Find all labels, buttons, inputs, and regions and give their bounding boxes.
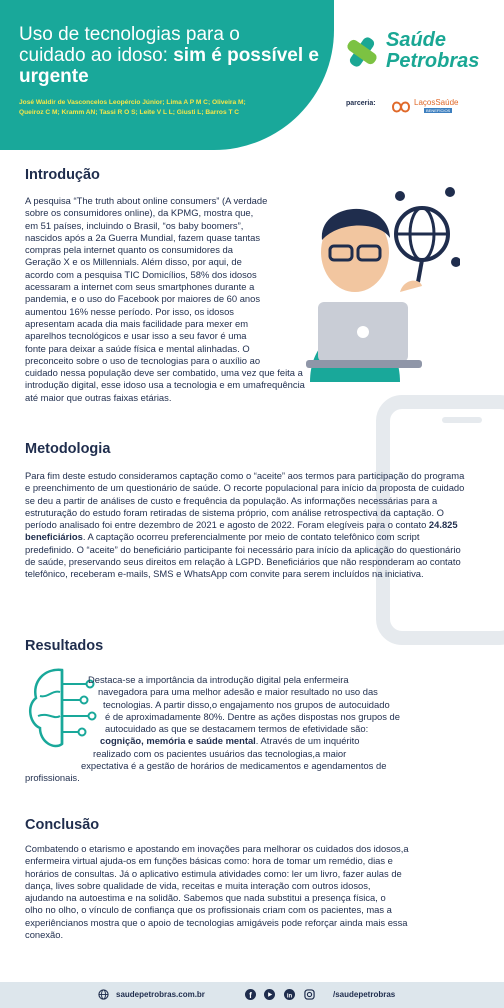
conclusao-line: Combatendo o etarismo e apostando em inovações para melhorar os cuidados dos idosos,a — [25, 843, 409, 854]
intro-line: sobre os consumidores online), da KPMG, mostra que, — [25, 207, 254, 219]
conclusao-line: enfermeira virtual ajuda-os em funções básicas como: hora de tomar um remédio, dias e — [25, 855, 393, 867]
conclusao-line: dança, lives sobre qualidade de vida, receitas e muita interação com outros idosos, — [25, 879, 371, 891]
intro-line: fonte para deixar a saúde física e mental alinhadas. O — [25, 342, 250, 354]
resultados-line: tecnologias. A partir disso,o engajamento nos grupos de autocuidado — [103, 698, 390, 710]
person-laptop-illustration — [300, 182, 460, 382]
conclusao-line: olho no olho, o vínculo de confiança que os profissionais criam com os pacientes, mas a — [25, 904, 392, 916]
svg-text:f: f — [249, 991, 252, 1000]
intro-line: Geração X e os Millennials. Além disso, por aqui, de — [25, 256, 242, 268]
resultados-line: é de aproximadamente 80%. Dentre as ações dispostas nos grupos de — [105, 710, 400, 722]
metodologia-paragraph — [25, 470, 471, 581]
intro-line: introdução digital, esse idoso usa a tecnologia e em umafrequência — [25, 379, 305, 391]
intro-line: apresentam acada dia mais facilidade para mexer em — [25, 317, 249, 329]
conclusao-heading: Conclusão — [25, 817, 100, 833]
resultados-line: Destaca-se a importância da introdução digital pela enfermeira — [88, 674, 349, 685]
conclusao-line: ajudando na autoestima e na solidão. Sabemos que nada substitui a presença física, o — [25, 892, 386, 904]
intro-line: acordo com a pesquisa TIC Domicílios, 58% dos idosos — [25, 268, 257, 280]
conclusao-paragraph — [25, 843, 485, 941]
conclusao-line: horários de consultas. Já o aplicativo estimula atividades como: ler um livro, fazer aulas de — [25, 867, 402, 879]
poster-header — [0, 0, 504, 150]
resultados-line: expectativa é a gestão de horários de medicamentos e agendamentos de — [81, 760, 387, 772]
intro-line: pandemia, e o uso do Facebook por maiores de 60 anos — [25, 293, 261, 305]
poster-title — [19, 24, 319, 87]
resultados-line: autocuidado as que se destacamem termos de efetividade são: — [105, 723, 369, 735]
intro-line: aumentou 16% nesse período. Por isso, os idosos — [25, 305, 234, 317]
intro-line: nascidos após a 2a Guerra Mundial, fazem quase tantas — [25, 231, 261, 243]
linkedin-icon[interactable] — [284, 989, 295, 1000]
resultados-heading: Resultados — [25, 638, 104, 654]
conclusao-line: conexão. — [25, 929, 64, 941]
authors: José Waldir de Vasconcelos Leopércio Júnior; Lima A P M C; Oliveira M; Queiroz C M; Kramm AN; Tassi R O S; Leite V L L; Giusti L; Barros T C — [19, 99, 246, 116]
lacos-knot-icon — [390, 99, 412, 115]
intro-line: compras pela internet quanto os consumidores da — [25, 244, 233, 256]
lacos-saude-logo — [390, 97, 466, 119]
resultados-line — [25, 735, 485, 747]
intro-line: A pesquisa “The truth about online consumers” (A verdade — [25, 195, 268, 206]
social-handle-link[interactable]: /saudepetrobras — [333, 990, 396, 999]
metodologia-heading: Metodologia — [25, 441, 111, 457]
facebook-icon[interactable] — [245, 989, 256, 1000]
brand-line-1: Saúde — [386, 29, 447, 51]
resultados-line: realizado com os pacientes usuários das tecnologias,a maior — [93, 747, 347, 759]
globe-icon — [98, 989, 109, 1000]
phone-speaker — [442, 417, 482, 423]
intro-line: aparelhos tecnológicos e usar isso a seu favor é uma — [25, 330, 247, 342]
intro-line: cuidado nessa população deve ser combatido, uma vez que feita a — [25, 367, 303, 379]
metodologia-text-1: Para fim deste estudo consideramos captação como o “aceite” aos termos para participação do programa e preenchimento de um questionário de saúde. O recorte populacional para início da proposta de cuidado se deu a partir de análises de custo e frequência da população. As informações necessárias para a estruturação do estudo foram retiradas de sistema próprio, com análise retrospectiva da captação. O período analisado foi entre dezembro de 2021 e agosto de 2022. Foram elegíveis para o contato — [25, 470, 465, 531]
resultados-bold: cognição, memória e saúde mental — [100, 735, 256, 747]
brand-mark-icon — [344, 34, 380, 70]
resultados-after-bold: . Através de um inquérito — [255, 735, 360, 747]
title-bold: sim é possível e urgente — [19, 45, 319, 87]
partner-label: parceria: — [346, 100, 376, 107]
title-line-2-text: cuidado ao idoso: — [19, 45, 174, 66]
metodologia-text-2: . A captação ocorreu preferencialmente por meio de contato telefônico com script predefinido. O “aceite” do beneficiário participante foi necessário para início da aplicação do questionário de saúde, preservando seus direitos em relação à LGPD. Beneficiários que não responderam ao contato telefônico, receberam e-mails, SMS e WhatsApp com convite para serem incluídos na iniciativa. — [25, 531, 461, 580]
intro-heading: Introdução — [25, 167, 100, 183]
brand-line-2: Petrobras — [386, 50, 480, 72]
conclusao-line: experiêncianos mostra que o apoio de tecnologias amigáveis pode reforçar ainda mais essa — [25, 916, 408, 928]
instagram-icon[interactable] — [304, 989, 315, 1000]
intro-line: até maior que outras faixas etárias. — [25, 391, 172, 403]
partner-name: LaçosSaúde — [414, 98, 459, 107]
resultados-line: profissionais. — [25, 772, 80, 784]
resultados-paragraph — [25, 674, 485, 785]
resultados-line: navegadora para uma melhor adesão e maior resultado no uso das — [98, 686, 378, 698]
brand-name — [386, 30, 479, 72]
intro-paragraph — [25, 195, 325, 404]
intro-line: em 51 países, incluindo o Brasil, “os baby boomers”, — [25, 219, 244, 231]
intro-line: acessaram a internet com seus smartphones durante a — [25, 281, 255, 293]
metodologia-bold: 24.825 beneficiários — [25, 519, 458, 543]
svg-text:in: in — [286, 993, 293, 1000]
title-line-1: Uso de tecnologias para o — [19, 24, 240, 45]
footer — [0, 982, 504, 1008]
intro-line: preconceito sobre o uso de tecnologias para o auxílio ao — [25, 354, 261, 366]
title-line-2 — [19, 45, 319, 87]
youtube-icon[interactable] — [264, 989, 275, 1000]
saude-petrobras-logo — [344, 28, 494, 78]
partner-sub: BENEFÍCIOS — [426, 108, 451, 113]
website-link[interactable]: saudepetrobras.com.br — [116, 990, 205, 999]
